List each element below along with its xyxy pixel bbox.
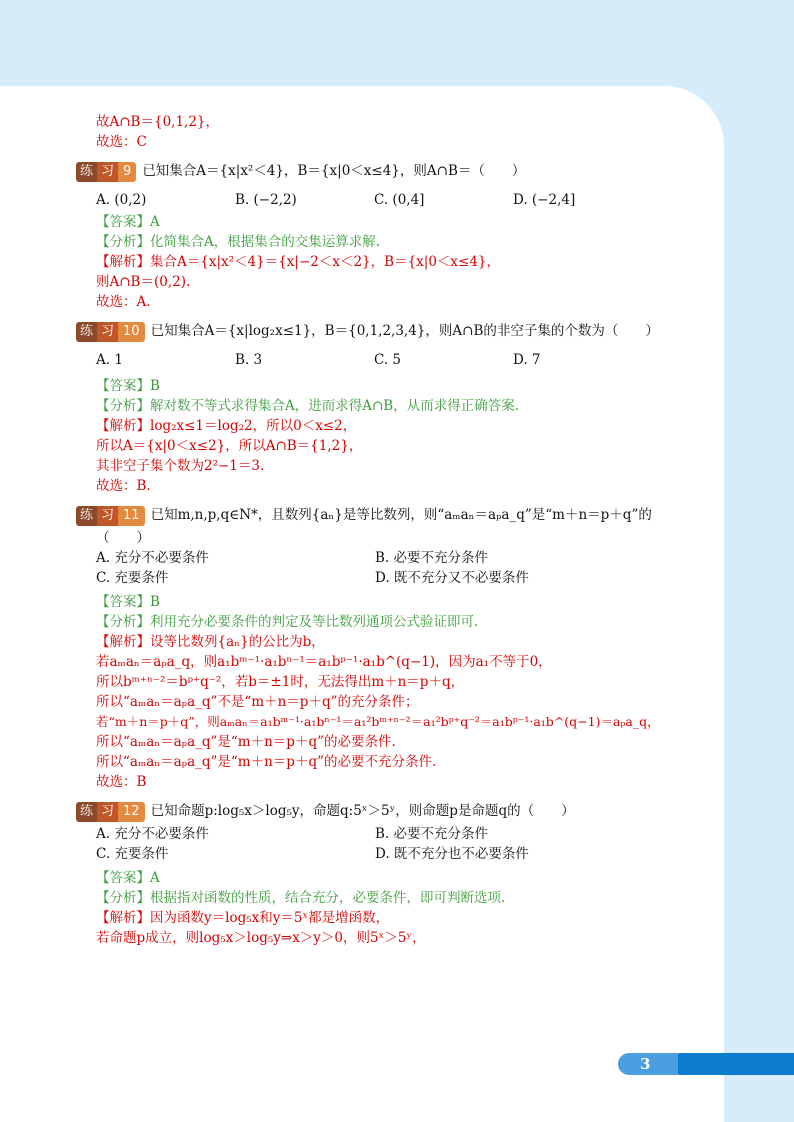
analysis: 【分析】根据指对函数的性质，结合充分，必要条件，即可判断选项. <box>96 890 506 906</box>
question-9 <box>76 158 716 184</box>
option-b: B. 3 <box>235 352 263 368</box>
option-c: C. (0,4] <box>374 192 425 208</box>
question-stem-cont: （ ） <box>96 530 150 546</box>
page-number-bar <box>670 1053 794 1075</box>
answer: 【答案】A <box>96 870 160 886</box>
option-c: C. 充要条件 <box>96 846 169 862</box>
solution-line: 所以“aₘaₙ＝aₚa_q”不是“m＋n＝p＋q”的充分条件； <box>96 694 419 710</box>
solution-line: 故选：B <box>96 774 147 790</box>
solution-line: 若“m＋n＝p＋q”，则aₘaₙ＝a₁bᵐ⁻¹·a₁bⁿ⁻¹＝a₁²bᵐ⁺ⁿ⁻²＝a₁²bᵖ⁺q⁻²＝a₁bᵖ⁻¹·a₁b^(q−1)＝aₚa_q， <box>96 714 660 729</box>
options-row-1 <box>76 548 716 568</box>
page-number-tab <box>618 1053 794 1075</box>
answer: 【答案】B <box>96 594 160 610</box>
solution-line: 所以A＝{x|0＜x≤2}，所以A∩B＝{1,2}， <box>96 438 363 454</box>
options-row-2 <box>76 568 716 588</box>
option-c: C. 充要条件 <box>96 570 169 586</box>
option-a: A. 充分不必要条件 <box>96 550 209 566</box>
option-c: C. 5 <box>374 352 402 368</box>
options-row-2 <box>76 844 716 864</box>
option-a: A. (0,2) <box>96 192 147 208</box>
solution-line: 故选：A. <box>96 294 151 310</box>
option-d: D. 既不充分也不必要条件 <box>375 846 529 862</box>
practice-badge: 练 习 10 <box>76 322 145 342</box>
question-11 <box>76 502 716 528</box>
document-content <box>80 112 716 948</box>
option-b: B. 必要不充分条件 <box>375 550 489 566</box>
solution-line: 所以“aₘaₙ＝aₚa_q”是“m＋n＝p＋q”的必要条件. <box>96 734 396 750</box>
question-stem: 已知命题p:log₅x＞log₅y，命题q:5ˣ＞5ʸ，则命题p是命题q的（ ） <box>150 803 575 819</box>
option-d: D. 7 <box>513 352 541 368</box>
option-d: D. 既不充分又不必要条件 <box>375 570 529 586</box>
option-a: A. 充分不必要条件 <box>96 826 209 842</box>
practice-badge: 练 习 9 <box>76 162 136 182</box>
question-stem: 已知m,n,p,q∈N*，且数列{aₙ}是等比数列，则“aₘaₙ＝aₚa_q”是“m＋n＝p＋q”的 <box>150 507 652 523</box>
analysis: 【分析】利用充分必要条件的判定及等比数列通项公式验证即可. <box>96 614 479 630</box>
solution-line: 则A∩B＝(0,2). <box>96 274 191 290</box>
solution-line: 【解析】因为函数y＝log₅x和y＝5ˣ都是增函数， <box>96 910 390 926</box>
options-row-1 <box>76 824 716 844</box>
solution-line: 【解析】log₂x≤1＝log₂2，所以0＜x≤2， <box>96 418 357 434</box>
solution-line: 所以bᵐ⁺ⁿ⁻²＝bᵖ⁺q⁻²，若b＝±1时，无法得出m＋n＝p＋q， <box>96 674 465 690</box>
right-margin-band <box>724 0 794 1122</box>
solution-line: 若aₘaₙ＝aₚa_q，则a₁bᵐ⁻¹·a₁bⁿ⁻¹＝a₁bᵖ⁻¹·a₁b^(q−1)，因为a₁不等于0， <box>96 654 552 670</box>
options <box>76 348 716 372</box>
option-d: D. (−2,4] <box>513 192 576 208</box>
practice-badge: 练 习 12 <box>76 802 145 822</box>
option-b: B. (−2,2) <box>235 192 297 208</box>
solution-line: 【解析】设等比数列{aₙ}的公比为b， <box>96 634 325 650</box>
question-stem: 已知集合A＝{x|x²＜4}，B＝{x|0＜x≤4}，则A∩B＝（ ） <box>142 163 526 179</box>
solution-line: 其非空子集个数为2²−1＝3. <box>96 458 265 474</box>
solution-line: 若命题p成立，则log₅x＞log₅y⇒x＞y＞0，则5ˣ＞5ʸ， <box>96 930 426 946</box>
options <box>76 188 716 212</box>
practice-badge: 练 习 11 <box>76 506 145 526</box>
prev-solution-line: 故选：C <box>96 134 147 150</box>
solution-line: 【解析】集合A＝{x|x²＜4}＝{x|−2＜x＜2}，B＝{x|0＜x≤4}， <box>96 254 501 270</box>
answer: 【答案】A <box>96 214 160 230</box>
question-10 <box>76 318 716 344</box>
question-stem: 已知集合A＝{x|log₂x≤1}，B＝{0,1,2,3,4}，则A∩B的非空子集的个数为（ ） <box>150 323 659 339</box>
question-12 <box>76 798 716 824</box>
option-a: A. 1 <box>96 352 123 368</box>
answer: 【答案】B <box>96 378 160 394</box>
analysis: 【分析】解对数不等式求得集合A，进而求得A∩B，从而求得正确答案. <box>96 398 520 414</box>
analysis: 【分析】化简集合A，根据集合的交集运算求解. <box>96 234 381 250</box>
page-number: 3 <box>640 1055 651 1073</box>
option-b: B. 必要不充分条件 <box>375 826 489 842</box>
solution-line: 故选：B. <box>96 478 151 494</box>
prev-solution-line: 故A∩B＝{0,1,2}， <box>96 114 220 130</box>
solution-line: 所以“aₘaₙ＝aₚa_q”是“m＋n＝p＋q”的必要不充分条件. <box>96 754 437 770</box>
